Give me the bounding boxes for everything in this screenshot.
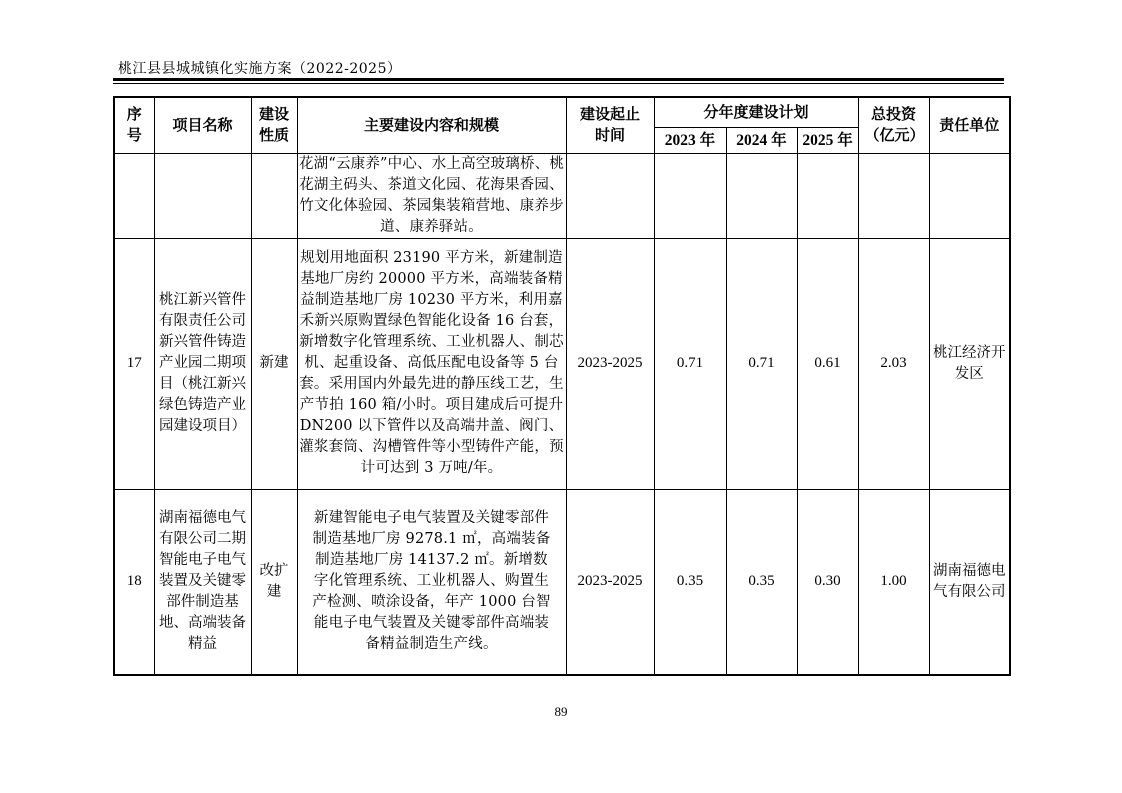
cell-content: 规划用地面积 23190 平方米，新建制造基地厂房约 20000 平方米，高端装备精益制造基地厂房 10230 平方米，利用嘉禾新兴原购置绿色智能化设备 16 台套，新增数字化管理系统、工业机器人、制芯机、起重设备、高低压配电设备等 5 台套。采用国内外最先进的静压线工艺，生产节拍 160 箱/小时。项目建成后可提升 DN200 以下管件以及高端井盖、阀门、灌浆套筒、沟槽管件等小型铸件产能，预计可达到 3 万吨/年。 [297,238,566,489]
cell-2025: 0.61 [797,238,858,489]
cell-project-name: 桃江新兴管件有限责任公司新兴管件铸造产业园二期项目（桃江新兴绿色铸造产业园建设项目） [154,238,251,489]
cell-responsible [929,153,1010,238]
header-seq: 序号 [114,97,154,153]
header-nature: 建设性质 [251,97,297,153]
cell-investment: 2.03 [858,238,929,489]
cell-2025 [797,153,858,238]
cell-seq [114,153,154,238]
cell-2024: 0.35 [726,489,797,675]
cell-2024 [726,153,797,238]
cell-content: 新建智能电子电气装置及关键零部件制造基地厂房 9278.1 ㎡，高端装备制造基地厂房 14137.2 ㎡。新增数字化管理系统、工业机器人、购置生产检测、喷涂设备，年产 1000 台智能电子电气装置及关键零部件高端装备精益制造生产线。 [297,489,566,675]
header-investment: 总投资（亿元） [858,97,929,153]
cell-period: 2023-2025 [566,238,654,489]
header-period: 建设起止时间 [566,97,654,153]
cell-nature [251,153,297,238]
header-annual-plan: 分年度建设计划 [654,97,858,127]
cell-responsible: 桃江经济开发区 [929,238,1010,489]
cell-2023 [654,153,726,238]
cell-project-name [154,153,251,238]
cell-nature: 改扩建 [251,489,297,675]
page-number: 89 [554,704,568,719]
header-content: 主要建设内容和规模 [297,97,566,153]
project-table [113,96,1011,676]
cell-investment: 1.00 [858,489,929,675]
document-header-title: 桃江县县城城镇化实施方案（2022-2025） [118,61,402,77]
cell-investment [858,153,929,238]
header-rule-thin [113,83,1004,84]
header-year-2025: 2025 年 [797,127,858,153]
header-year-2023: 2023 年 [654,127,726,153]
header-project-name: 项目名称 [154,97,251,153]
table-row [114,489,1010,675]
cell-responsible: 湖南福德电气有限公司 [929,489,1010,675]
cell-seq: 18 [114,489,154,675]
table-header-row [114,97,1010,127]
cell-period: 2023-2025 [566,489,654,675]
table-row [114,238,1010,489]
cell-project-name: 湖南福德电气有限公司二期智能电子电气装置及关键零部件制造基地、高端装备精益 [154,489,251,675]
cell-2024: 0.71 [726,238,797,489]
cell-seq: 17 [114,238,154,489]
cell-nature: 新建 [251,238,297,489]
cell-2023: 0.71 [654,238,726,489]
cell-period [566,153,654,238]
cell-2025: 0.30 [797,489,858,675]
table-row [114,153,1010,238]
cell-content: 花湖“云康养”中心、水上高空玻璃桥、桃花湖主码头、茶道文化园、花海果香园、竹文化体验园、茶园集装箱营地、康养步道、康养驿站。 [297,153,566,238]
header-year-2024: 2024 年 [726,127,797,153]
cell-2023: 0.35 [654,489,726,675]
header-responsible: 责任单位 [929,97,1010,153]
header-rule-thick [113,78,1004,81]
